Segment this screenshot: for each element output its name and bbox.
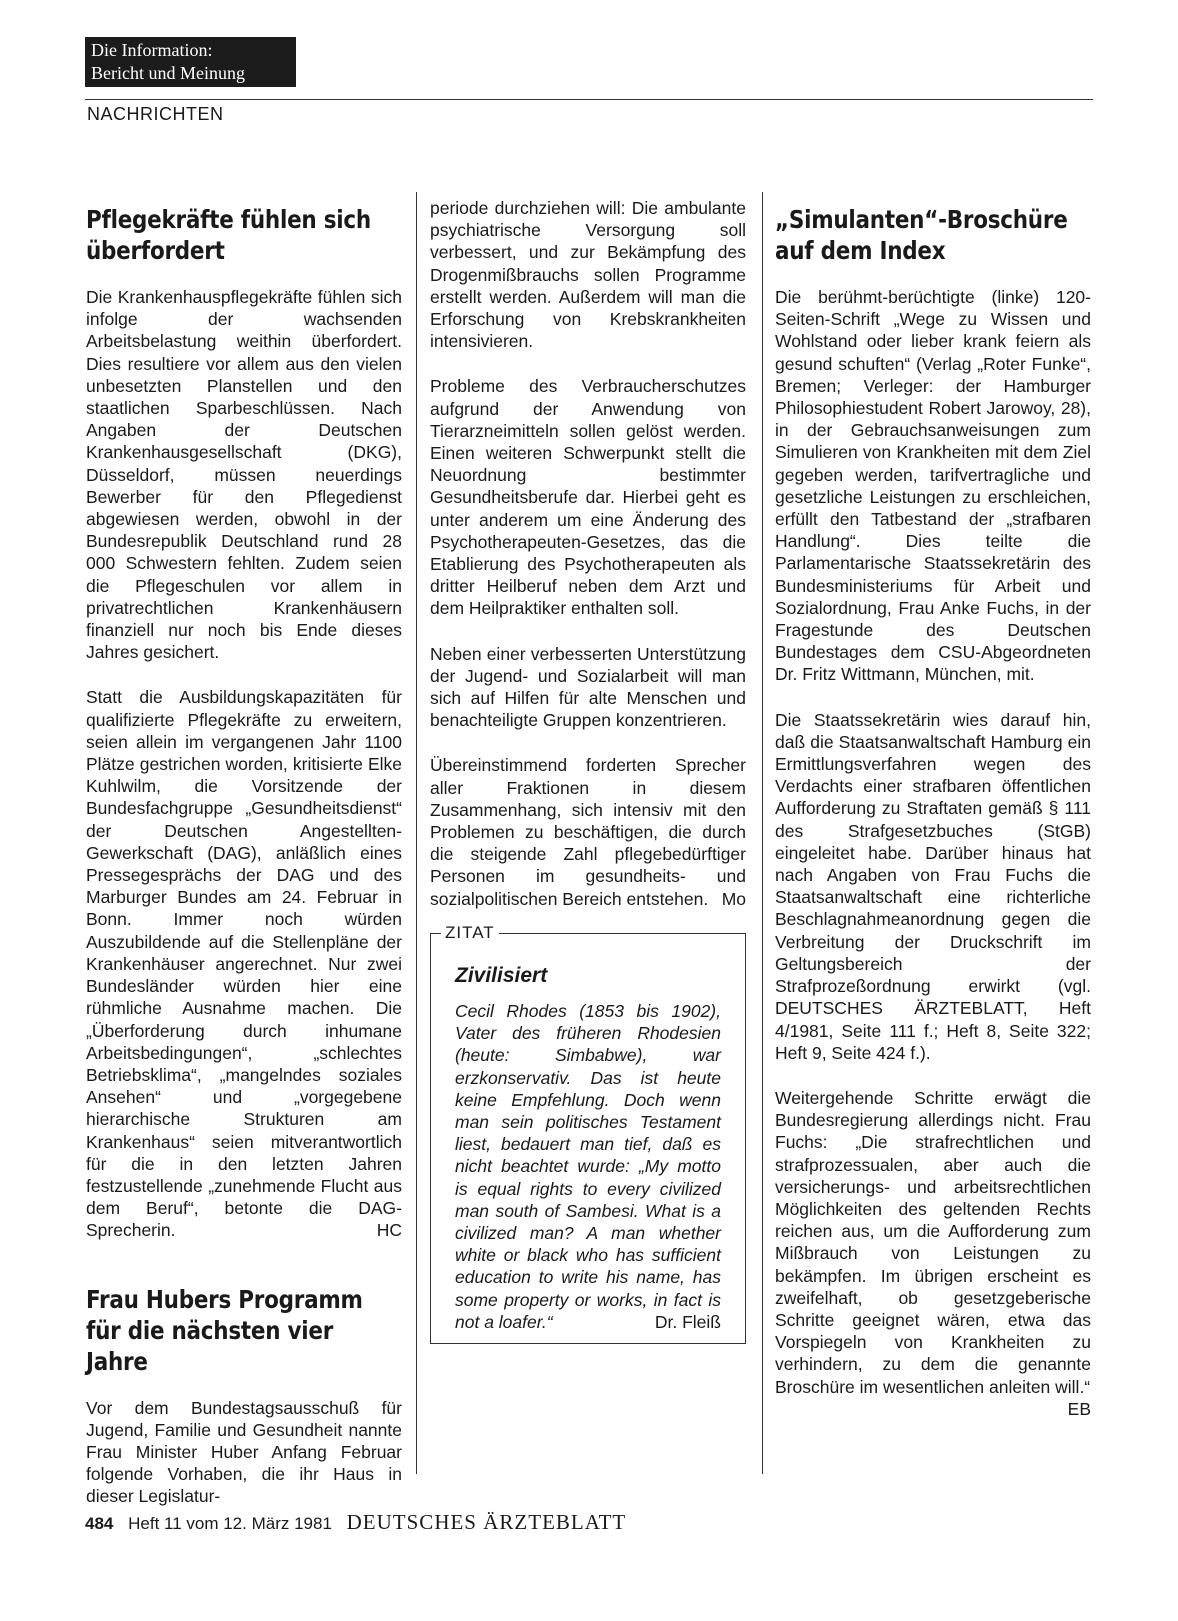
column-2 (430, 197, 746, 1344)
page-footer (85, 1510, 626, 1535)
rubric-box (85, 37, 296, 87)
column-divider-2 (762, 192, 763, 1474)
paragraph-text: Statt die Ausbildungskapazitäten für qualifizierte Pflegekräfte zu erweitern, seien allein im vergangenen Jahr 1100 Plätze gestrichen worden, kritisierte Elke Kuhlwilm, die Vorsitzende der Bundesfachgruppe „Gesundheitsdienst“ der Deutschen Angestellten-Gewerkschaft (DAG), anläßlich eines Pressegesprächs der DAG und des Marburger Bundes am 24. Februar in Bonn. Immer noch würden Auszubildende auf die Stellenpläne der Krankenhäuser angerechnet. Nur zwei Bundesländer würden hier eine rühmliche Ausnahme machen. Die „Überforderung durch inhumane Arbeitsbedingungen“, „schlechtes Betriebsklima“, „mangelndes soziales Ansehen“ und „vorgegebene hierarchische Strukturen am Krankenhaus“ seien mitverantwortlich für die in den letzten Jahren festzustellende „zunehmende Flucht aus dem Beruf“, betonte die DAG-Sprecherin. (86, 687, 402, 1241)
journal-name: DEUTSCHES ÄRZTEBLATT (346, 1510, 627, 1534)
article-paragraph: Vor dem Bundestagsausschuß für Jugend, Familie und Gesundheit nannte Frau Minister Huber Anfang Februar folgende Vorhaben, die ihr Haus in dieser Legislatur- (86, 1397, 402, 1507)
author-signature: Mo (721, 888, 746, 909)
article-paragraph: Die Krankenhauspflegekräfte fühlen sich infolge der wachsenden Arbeitsbelastung weithin überfordert. Dies resultiere vor allem aus den vielen unbesetzten Planstellen und den staatlichen Sparbeschlüssen. Nach Angaben der Deutschen Krankenhausgesellschaft (DKG), Düsseldorf, müssen neuerdings Bewerber für den Pflegedienst abgewiesen werden, obwohl in der Bundesrepublik Deutschland rund 28 000 Schwestern fehlten. Zudem seien die Pflegeschulen vor allem in privatrechtlichen Krankenhäusern finanziell nur noch bis Ende dieses Jahres gesichert. (86, 287, 402, 663)
article-paragraph: Probleme des Verbraucherschutzes aufgrund der Anwendung von Tierarzneimitteln sollen gelöst werden. Einen weiteren Schwerpunkt stellt die Neuordnung bestimmter Gesundheitsberufe dar. Hierbei geht es unter anderem um eine Änderung des Psychotherapeuten-Gesetzes, das die Etablierung des Psychotherapeuten als dritter Heilberuf neben dem Arzt und dem Heilpraktiker enthalten soll. (430, 376, 746, 619)
paragraph-text: Übereinstimmend forderten Sprecher aller Fraktionen in diesem Zusammenhang, sich intensiv mit den Problemen zu beschäftigen, die durch die steigende Zahl pflegebedürftiger Personen im gesundheits- und sozialpolitischen Bereich entstehen. (430, 755, 746, 909)
rubric-line-2: Bericht und Meinung (91, 63, 245, 83)
article-headline-simulanten: „Simulanten“-Broschüre auf dem Index (775, 205, 1068, 265)
section-label: NACHRICHTEN (87, 104, 224, 124)
quote-author: Dr. Fleiß (654, 1311, 721, 1332)
column-3 (775, 192, 1091, 1421)
column-1 (86, 192, 402, 1531)
article-paragraph: Die berühmt-berüchtigte (linke) 120-Seiten-Schrift „Wege zu Wissen und Wohlstand oder lieber krank feiern als gesund schuften“ (Verlag „Roter Funke“, Bremen; Verleger: der Hamburger Philosophiestudent Robert Jarowoy, 28), in der Gebrauchsanweisungen zum Simulieren von Krankheiten mit dem Ziel gegeben werden, tarifvertragliche und gesetzliche Leistungen zu erschleichen, erfüllt den Tatbestand der „strafbaren Handlung“. Dies teilte die Parlamentarische Staatssekretärin des Bundesministeriums für Arbeit und Sozialordnung, Frau Anke Fuchs, in der Fragestunde des Deutschen Bundestages dem CSU-Abgeordneten Dr. Fritz Wittmann, München, mit. (775, 287, 1091, 685)
article-paragraph: Die Staatssekretärin wies darauf hin, daß die Staatsanwaltschaft Hamburg ein Ermittlungsverfahren wegen des Verdachts einer strafbaren öffentlichen Aufforderung zu Straftaten gemäß § 111 des Strafgesetzbuches (StGB) eingeleitet habe. Darüber hinaus hat nach Angaben von Frau Fuchs die Staatsanwaltschaft eine richterliche Beschlagnahmeanordnung gegen die Verbreitung der Druckschrift im Geltungsbereich der Strafprozeßordnung erwirkt (vgl. DEUTSCHES ÄRZTEBLATT, Heft 4/1981, Seite 111 f.; Heft 8, Seite 322; Heft 9, Seite 424 f.). (775, 709, 1091, 1063)
author-signature: EB (1067, 1398, 1091, 1419)
quote-label: ZITAT (441, 923, 499, 943)
page-number: 484 (85, 1514, 114, 1533)
article-paragraph: Neben einer verbesserten Unterstützung der Jugend- und Sozialarbeit will man sich auf Hilfen für alte Menschen und benachteiligte Gruppen konzentrieren. (430, 643, 746, 731)
author-signature: HC (376, 1220, 402, 1241)
column-divider-1 (416, 192, 417, 1474)
rubric-line-1: Die Information: (91, 40, 213, 60)
paragraph-text: Weitergehende Schritte erwägt die Bundesregierung allerdings nicht. Frau Fuchs: „Die strafrechtlichen und strafprozessualen, aber auch die versicherungs- und arbeitsrechtlichen Möglichkeiten des geltenden Rechts reichen aus, um die Aufforderung zum Mißbrauch von Leistungen zu bekämpfen. Im übrigen erscheint es zweifelhaft, ob gesetzgeberische Schritte geeignet wären, etwa das Vorspiegeln von Krankheiten zu verhindern, zu dem die genannte Broschüre im wesentlichen anleiten will.“ (775, 1087, 1091, 1397)
top-rule (85, 99, 1093, 100)
quote-body: Cecil Rhodes (1853 bis 1902), Vater des früheren Rhodesien (heute: Simbabwe), war erzkonservativ. Das ist heute keine Empfehlung. Doch wenn man sein politisches Testament liest, bedauert man tief, daß es nicht beachtet wurde: „My motto is equal rights to every civilized man south of Sambesi. What is a civilized man? A man whether white or black who has sufficient education to write his name, has some property or works, in fact is not a loafer.“ (455, 1000, 721, 1332)
quote-title: Zivilisiert (455, 963, 548, 987)
article-paragraph (775, 1087, 1091, 1419)
quote-box (430, 922, 746, 1344)
article-headline-pflegekraefte: Pflegekräfte fühlen sich überfordert (86, 205, 371, 265)
article-headline-huber: Frau Hubers Programm für die nächsten vier Jahre (86, 1284, 363, 1376)
article-paragraph: periode durchziehen will: Die ambulante psychiatrische Versorgung soll verbessert, und zur Bekämpfung des Drogenmißbrauchs sollen Programme erstellt werden. Außerdem will man die Erforschung von Krebskrankheiten intensivieren. (430, 198, 746, 352)
article-paragraph (86, 686, 402, 1241)
quote-text (455, 1000, 721, 1333)
issue-info: Heft 11 vom 12. März 1981 (128, 1514, 332, 1533)
article-paragraph (430, 754, 746, 909)
